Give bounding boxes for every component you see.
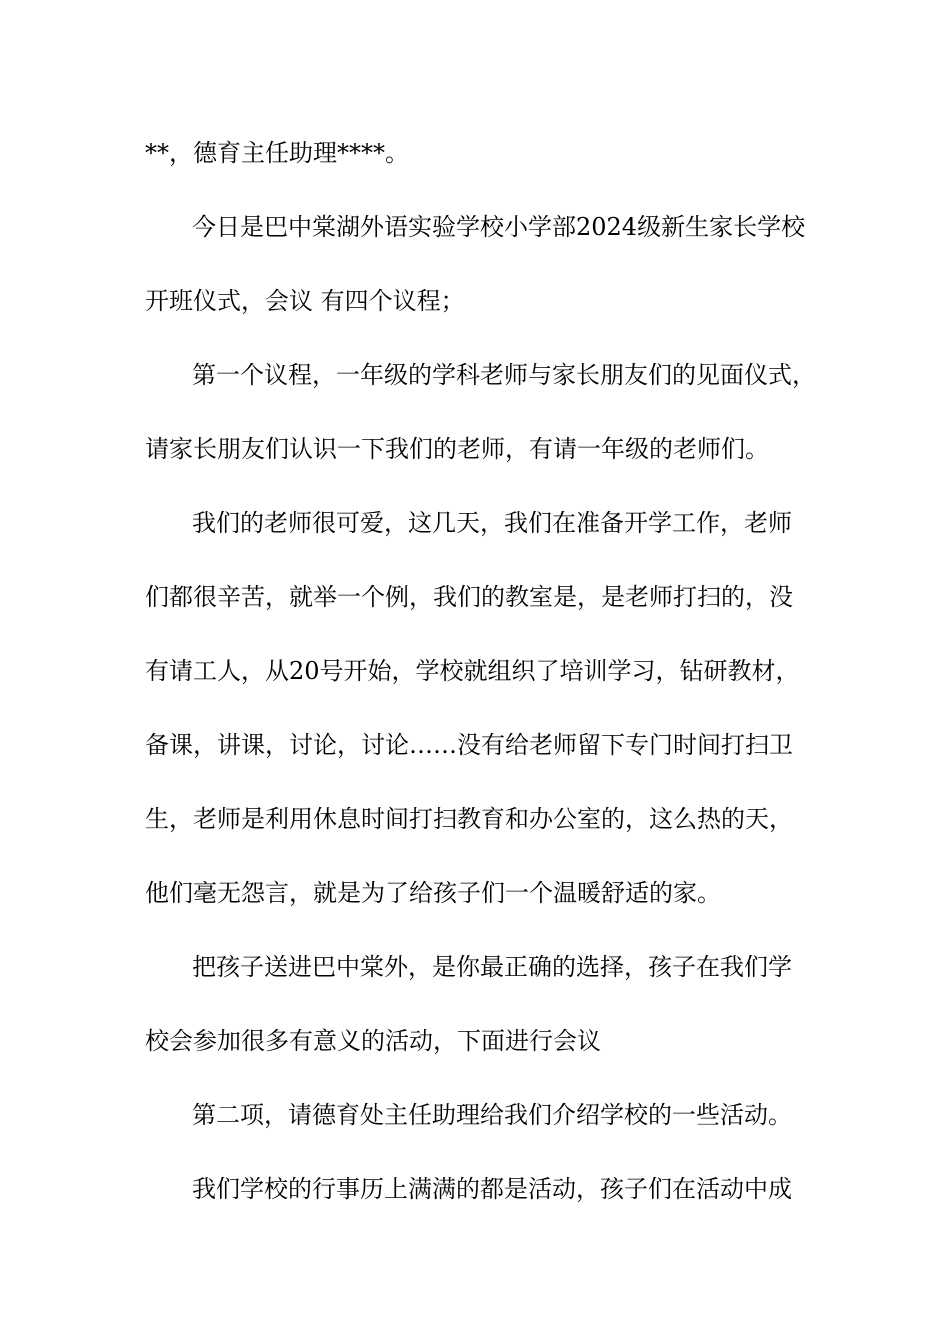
text-line: 们都很辛苦，就举一个例，我们的教室是，是老师打扫的，没 [145, 583, 793, 611]
text-line: **，德育主任助理****。 [145, 139, 409, 167]
text-line: 把孩子送进巴中棠外，是你最正确的选择，孩子在我们学 [192, 953, 792, 981]
text-line: 有请工人，从20号开始，学校就组织了培训学习，钻研教材， [145, 657, 800, 685]
text-line: 开班仪式，会议 有四个议程； [145, 287, 465, 315]
text-line: 生，老师是利用休息时间打扫教育和办公室的，这么热的天， [145, 805, 793, 833]
text-line: 他们毫无怨言，就是为了给孩子们一个温暖舒适的家。 [145, 879, 721, 907]
text-line: 我们的老师很可爱，这几天，我们在准备开学工作，老师 [192, 509, 792, 537]
text-line: 第二项，请德育处主任助理给我们介绍学校的一些活动。 [192, 1101, 792, 1129]
text-line: 备课，讲课，讨论，讨论……没有给老师留下专门时间打扫卫 [145, 731, 793, 759]
text-line: 我们学校的行事历上满满的都是活动，孩子们在活动中成 [192, 1175, 792, 1203]
text-line: 校会参加很多有意义的活动，下面进行会议 [145, 1027, 601, 1055]
text-line: 第一个议程，一年级的学科老师与家长朋友们的见面仪式， [192, 361, 816, 389]
text-line: 今日是巴中棠湖外语实验学校小学部2024级新生家长学校 [192, 213, 806, 241]
text-line: 请家长朋友们认识一下我们的老师，有请一年级的老师们。 [145, 435, 769, 463]
